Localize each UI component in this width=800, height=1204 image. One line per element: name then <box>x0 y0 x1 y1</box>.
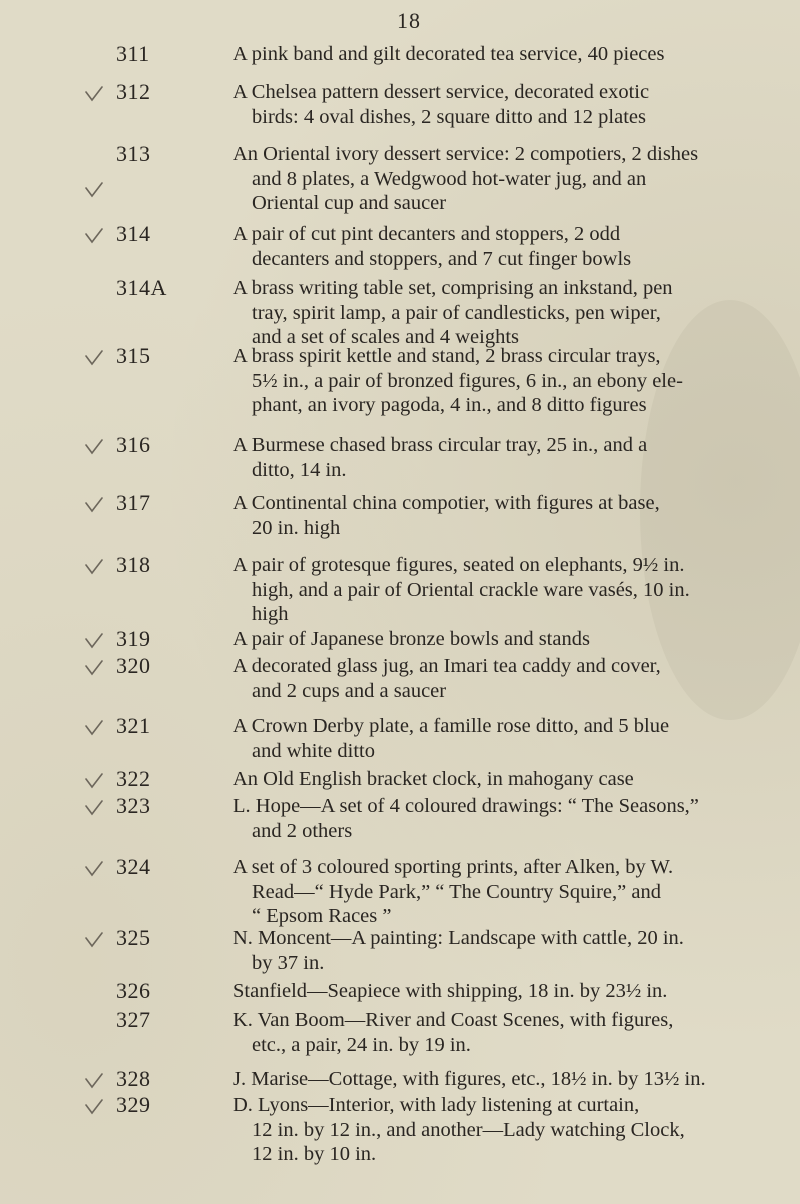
lot-description <box>233 433 788 482</box>
lot-description-line: etc., a pair, 24 in. by 19 in. <box>252 1033 471 1056</box>
lot-description-line: 12 in. by 12 in., and another—Lady watching Clock, <box>252 1118 685 1141</box>
lot-description-line: Oriental cup and saucer <box>252 192 447 214</box>
lot-description-line: A Burmese chased brass circular tray, 25 in., and a <box>233 434 648 456</box>
lot-description <box>233 276 788 350</box>
lot-description-line: high <box>252 603 289 625</box>
lot-number: 319 <box>116 626 151 651</box>
pencil-tick-icon <box>84 633 104 649</box>
lot-description-line: 5½ in., a pair of bronzed figures, 6 in., an ebony ele- <box>252 369 683 392</box>
lot-number: 314 <box>116 221 151 246</box>
lot-description <box>233 344 788 418</box>
lot-description <box>233 627 788 652</box>
lot-description-line: “ Epsom Races ” <box>252 905 392 927</box>
lot-number: 320 <box>116 653 151 678</box>
lot-description-line: ditto, 14 in. <box>252 458 347 481</box>
lot-description <box>233 42 788 67</box>
lot-number: 312 <box>116 79 151 104</box>
pencil-tick-icon <box>84 1099 104 1115</box>
pencil-tick-icon <box>84 800 104 816</box>
lot-description-line: 20 in. high <box>252 516 341 539</box>
lot-description-line: A set of 3 coloured sporting prints, after Alken, by W. <box>233 856 674 878</box>
lot-number: 326 <box>116 978 151 1003</box>
lot-description-line: and 8 plates, a Wedgwood hot-water jug, and an <box>252 167 647 190</box>
lot-description <box>233 926 788 975</box>
lot-number: 311 <box>116 41 150 66</box>
lot-number: 325 <box>116 925 151 950</box>
lot-description-line: A brass writing table set, comprising an inkstand, pen <box>233 277 673 299</box>
lot-description-line: J. Marise—Cottage, with figures, etc., 18½ in. by 13½ in. <box>233 1068 706 1090</box>
page-number: 18 <box>397 8 421 33</box>
lot-number: 316 <box>116 432 151 457</box>
lot-description-line: A pink band and gilt decorated tea service, 40 pieces <box>233 43 665 65</box>
lot-description <box>233 491 788 540</box>
lot-number: 329 <box>116 1092 151 1117</box>
lot-number: 315 <box>116 343 151 368</box>
lot-description <box>233 1067 788 1092</box>
lot-description-line: A Chelsea pattern dessert service, decorated exotic <box>233 81 650 103</box>
lot-description-line: Read—“ Hyde Park,” “ The Country Squire,” and <box>252 880 661 903</box>
lot-number: 328 <box>116 1066 151 1091</box>
lot-description-line: D. Lyons—Interior, with lady listening at curtain, <box>233 1094 640 1116</box>
lot-description <box>233 794 788 843</box>
pencil-tick-icon <box>84 932 104 948</box>
lot-number: 314A <box>116 275 167 300</box>
pencil-tick-icon <box>84 439 104 455</box>
pencil-tick-icon <box>84 86 104 102</box>
lot-description <box>233 142 788 216</box>
lot-description <box>233 767 788 792</box>
lot-description <box>233 654 788 703</box>
lot-description-line: A brass spirit kettle and stand, 2 brass circular trays, <box>233 345 661 367</box>
pencil-tick-icon <box>84 559 104 575</box>
lot-description-line: phant, an ivory pagoda, 4 in., and 8 ditto figures <box>252 394 647 416</box>
lot-description-line: L. Hope—A set of 4 coloured drawings: “ The Seasons,” <box>233 795 699 817</box>
lot-number: 318 <box>116 552 151 577</box>
lot-description-line: high, and a pair of Oriental crackle ware vasés, 10 in. <box>252 578 690 601</box>
pencil-tick-icon <box>84 720 104 736</box>
lot-description-line: An Oriental ivory dessert service: 2 compotiers, 2 dishes <box>233 143 699 165</box>
lot-description-line: N. Moncent—A painting: Landscape with cattle, 20 in. <box>233 927 684 949</box>
lot-description-line: A pair of cut pint decanters and stoppers, 2 odd <box>233 223 621 245</box>
lot-description <box>233 1008 788 1057</box>
lot-description <box>233 714 788 763</box>
lot-number: 327 <box>116 1007 151 1032</box>
lot-number: 323 <box>116 793 151 818</box>
lot-description-line: and white ditto <box>252 739 375 762</box>
lot-description <box>233 1093 788 1167</box>
pencil-tick-icon <box>84 861 104 877</box>
lot-description-line: 12 in. by 10 in. <box>252 1143 377 1165</box>
lot-number: 324 <box>116 854 151 879</box>
lot-description-line: A decorated glass jug, an Imari tea caddy and cover, <box>233 655 661 677</box>
lot-description-line: by 37 in. <box>252 951 325 974</box>
lot-number: 321 <box>116 713 151 738</box>
lot-description-line: tray, spirit lamp, a pair of candlesticks, pen wiper, <box>252 301 661 324</box>
lot-description-line: and a set of scales and 4 weights <box>252 326 519 348</box>
lot-description <box>233 979 788 1004</box>
lot-description-line: A pair of grotesque figures, seated on elephants, 9½ in. <box>233 554 685 576</box>
lot-description-line: and 2 others <box>252 819 353 842</box>
pencil-tick-icon <box>84 350 104 366</box>
pencil-tick-icon <box>84 228 104 244</box>
lot-description-line: birds: 4 oval dishes, 2 square ditto and 12 plates <box>252 105 646 128</box>
lot-description-line: An Old English bracket clock, in mahogany case <box>233 768 634 790</box>
pencil-tick-icon <box>84 497 104 513</box>
lot-description-line: A pair of Japanese bronze bowls and stands <box>233 628 590 650</box>
lot-number: 322 <box>116 766 151 791</box>
lot-description-line: A Crown Derby plate, a famille rose ditto, and 5 blue <box>233 715 670 737</box>
lot-number: 317 <box>116 490 151 515</box>
pencil-tick-icon <box>84 660 104 676</box>
lot-description <box>233 553 788 627</box>
lot-number: 313 <box>116 141 151 166</box>
pencil-tick-icon <box>84 182 104 198</box>
lot-description-line: and 2 cups and a saucer <box>252 679 447 702</box>
lot-description <box>233 855 788 929</box>
lot-description <box>233 80 788 129</box>
lot-description-line: Stanfield—Seapiece with shipping, 18 in. by 23½ in. <box>233 980 668 1002</box>
pencil-tick-icon <box>84 1073 104 1089</box>
lot-description-line: A Continental china compotier, with figures at base, <box>233 492 660 514</box>
lot-description <box>233 222 788 271</box>
lot-description-line: K. Van Boom—River and Coast Scenes, with figures, <box>233 1009 674 1031</box>
lot-description-line: decanters and stoppers, and 7 cut finger bowls <box>252 247 632 270</box>
pencil-tick-icon <box>84 773 104 789</box>
